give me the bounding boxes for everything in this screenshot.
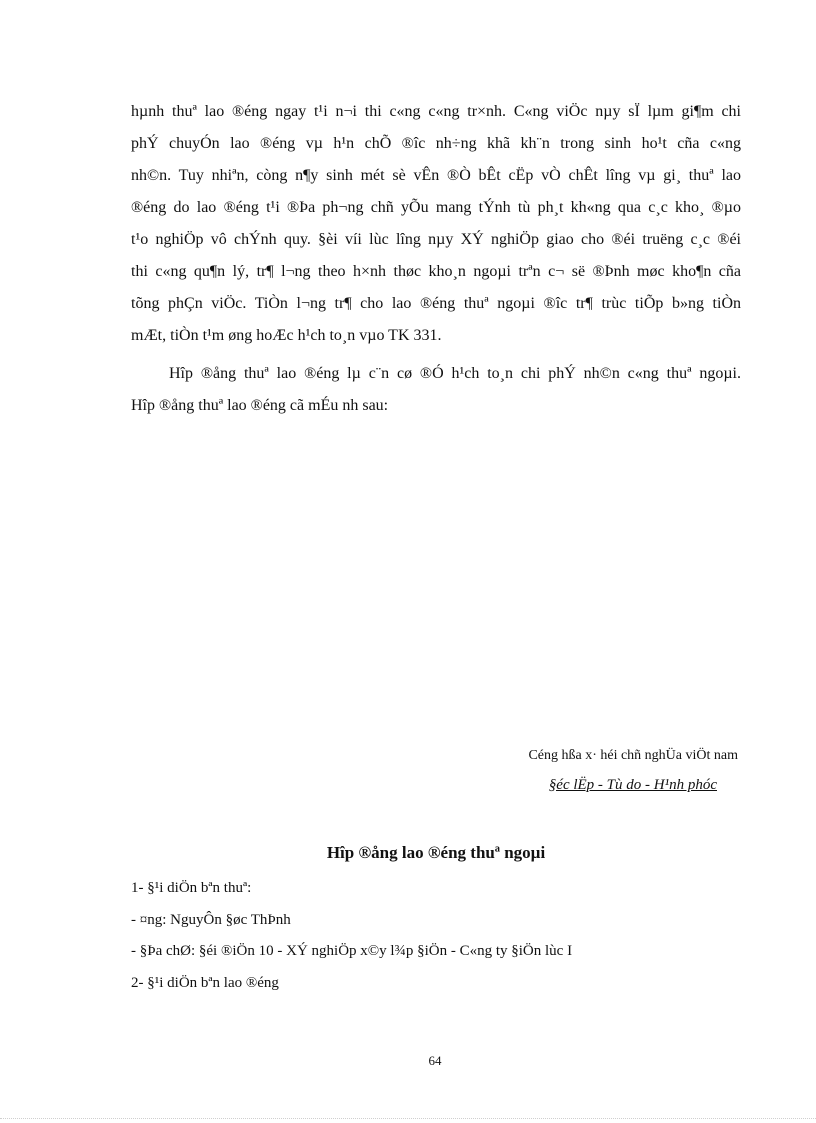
national-slogan: §éc lËp - Tù do - H¹nh phóc xyxy=(548,777,717,793)
paragraph-line: Hîp ®ång thuª lao ®éng cã mÉu nh sau: xyxy=(131,397,389,414)
contract-fields xyxy=(131,873,751,999)
paragraph-line: mÆt, tiÒn t¹m øng hoÆc h¹ch to¸n vµo TK 331. xyxy=(131,327,442,344)
paragraph-line: Hîp ®ång thuª lao ®éng lµ c¨n cø ®Ó h¹ch to¸n chi phÝ nh©n c«ng thuª ngoµi. xyxy=(169,365,741,382)
paragraph-hired-labor xyxy=(131,96,741,352)
page-bottom-divider xyxy=(0,1118,816,1119)
paragraph-line: hµnh thuª lao ®éng ngay t¹i n¬i thi c«ng c«ng tr×nh. C«ng viÖc nµy sÏ lµm gi¶m chi xyxy=(131,103,741,120)
paragraph-line: nh©n. Tuy nhiªn, còng n¶y sinh mét sè vÊn ®Ò bÊt cËp vÒ chÊt lîng vµ gi¸ thuª lao xyxy=(131,167,741,184)
contract-field-line: - ¤ng: NguyÔn §øc ThÞnh xyxy=(131,911,291,928)
page-number: 64 xyxy=(428,1053,442,1068)
paragraph-line: tõng phÇn viÖc. TiÒn l¬ng tr¶ cho lao ®éng thuª ngoµi ®îc tr¶ trùc tiÕp b»ng tiÒn xyxy=(131,295,741,312)
paragraph-line: ®éng do lao ®éng t¹i ®Þa ph¬ng chñ yÕu mang tÝnh tù ph¸t kh«ng qua c¸c kho¸ ®µo xyxy=(131,199,741,216)
paragraph-line: t¹o nghiÖp vô chÝnh quy. §èi víi lùc lîng nµy XÝ nghiÖp giao cho ®éi truëng c¸c ®éi xyxy=(131,231,741,248)
paragraph-line: phÝ chuyÓn lao ®éng vµ h¹n chÕ ®îc nh÷ng khã kh¨n trong sinh ho¹t cña c«ng xyxy=(131,135,741,152)
contract-field-line: 1- §¹i diÖn bªn thuª: xyxy=(131,880,252,896)
contract-title: Hîp ®ång lao ®éng thuª ngoµi xyxy=(326,843,546,862)
contract-field-line: - §Þa chØ: §éi ®iÖn 10 - XÝ nghiÖp x©y l¾p §iÖn - C«ng ty §iÖn lùc I xyxy=(131,943,573,959)
paragraph-line: thi c«ng qu¶n lý, tr¶ l¬ng theo h×nh thøc kho¸n ngoµi trªn c¬ së ®Þnh møc kho¶n cña xyxy=(131,263,741,280)
national-motto: Céng hßa x· héi chñ nghÜa viÖt nam xyxy=(528,748,738,763)
paragraph-contract-intro xyxy=(131,358,741,422)
contract-field-line: 2- §¹i diÖn bªn lao ®éng xyxy=(131,974,279,991)
